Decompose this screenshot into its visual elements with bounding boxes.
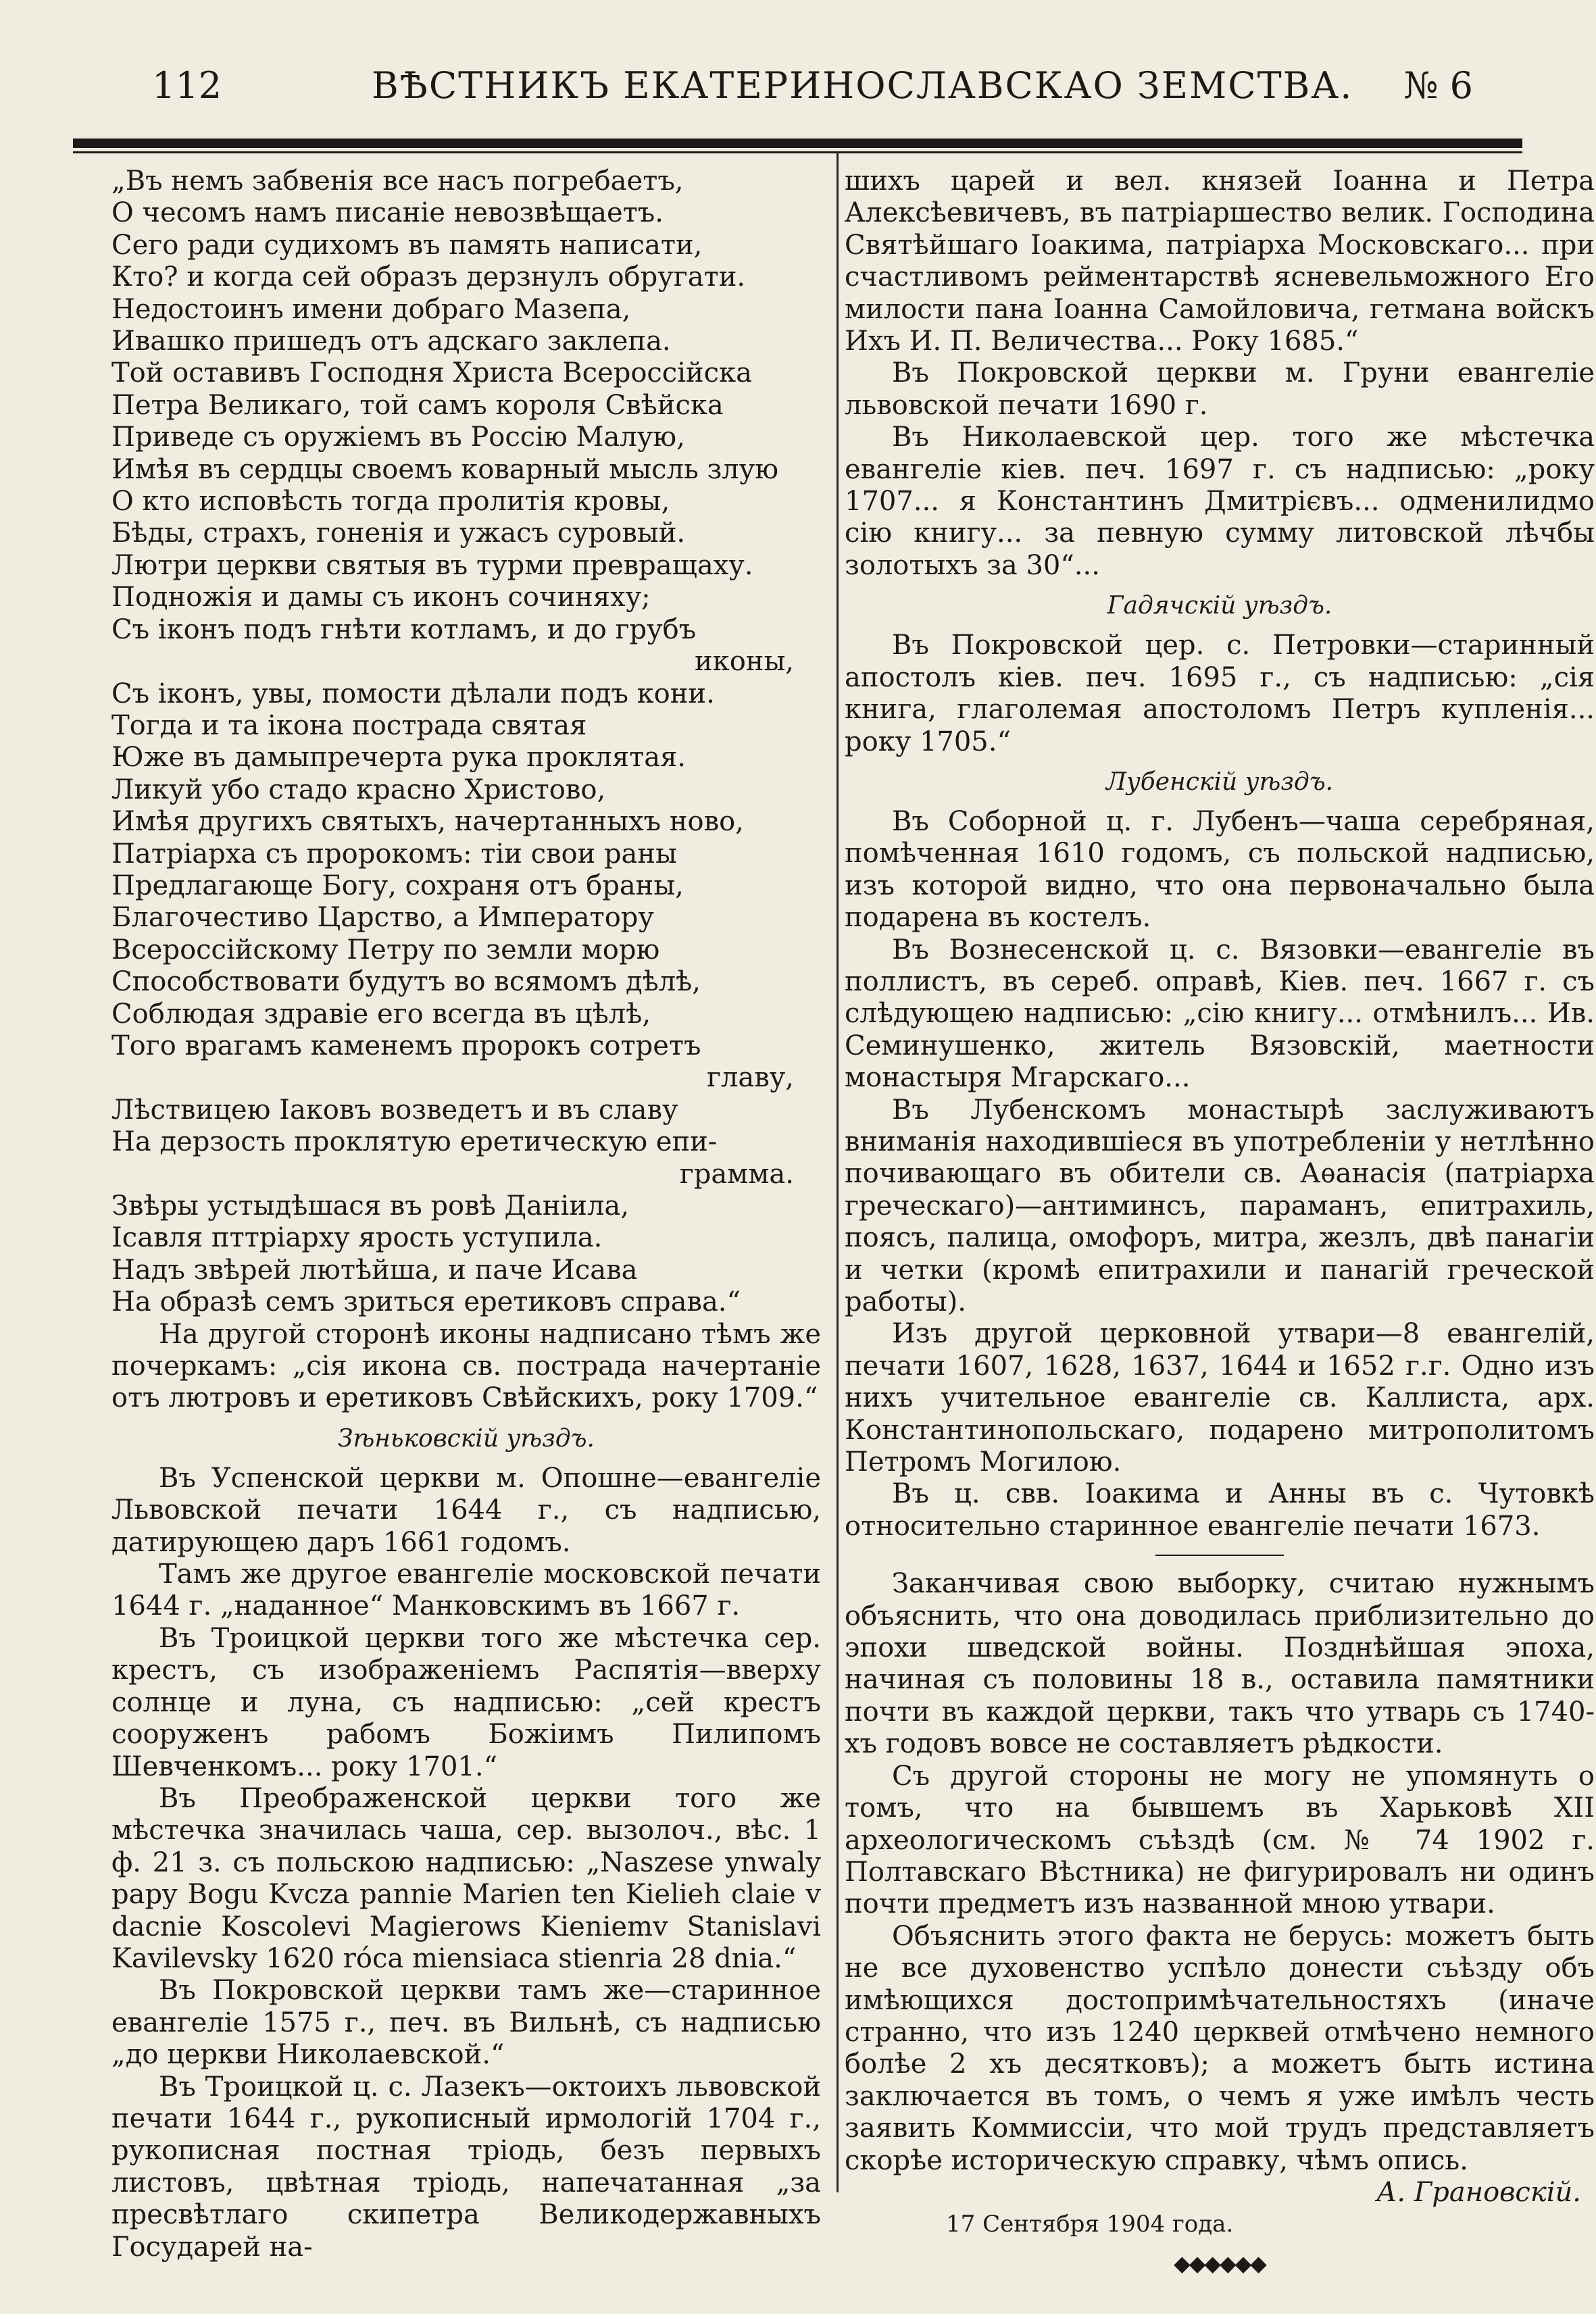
paragraph: Объяснить этого факта не берусь: можетъ быть не все духовенство успѣло донести съѣзду объ имѣющихся достопримѣчательностяхъ (иначе странно, что изъ 1240 церквей отмѣчено немного болѣе 2 хъ десятковъ); а можетъ быть истина заключается въ томъ, о чемъ я уже имѣлъ честь заявить Коммиссіи, что мой трудъ представляетъ скорѣе историческую справку, чѣмъ опись. — [845, 1920, 1595, 2176]
paragraph: Въ Покровской цер. с. Петровки—старинный апостолъ кіев. печ. 1695 г., съ надписью: „сія книга, глаголемая апостоломъ Петръ купленія... року 1705.“ — [845, 630, 1595, 757]
paragraph: Изъ другой церковной утвари—8 евангелій, печати 1607, 1628, 1637, 1644 и 1652 г.г. Одно изъ нихъ учительное евангеліе св. Каллиста, арх. Константинопольскаго, подарено митрополитомъ Петромъ Могилою. — [845, 1318, 1595, 1478]
verse-line: Юже въ дамыпречерта рука проклятая. — [111, 742, 686, 774]
paragraph: Заканчивая свою выборку, считаю нужнымъ объяснить, что она доводилась приблизительно до эпохи шведской войны. Позднѣйшая эпоха, начиная съ половины 18 в., оставила памятники почти въ каждой церкви, такъ что утварь съ 1740-хъ годовъ вовсе не составляетъ рѣдкости. — [845, 1568, 1595, 1760]
verse-line: О чесомъ намъ писаніе невозвѣщаетъ. — [111, 197, 664, 229]
right-column — [845, 166, 1595, 2280]
paragraph: Въ Покровской церкви м. Груни евангеліе львовской печати 1690 г. — [845, 357, 1595, 421]
verse-line: Соблюдая здравіе его всегда въ цѣлѣ, — [111, 998, 651, 1030]
verse-line: Лѣствицею Іаковъ возведетъ и въ славу — [111, 1094, 678, 1126]
poem — [111, 166, 821, 1319]
paragraph: Въ Соборной ц. г. Лубенъ—чаша серебряная, помѣченная 1610 годомъ, съ польской надписью, изъ которой видно, что она первоначально была подарена въ костелъ. — [845, 805, 1595, 934]
author-signature: А. Грановскій. — [1376, 2176, 1581, 2208]
paragraph: Въ Успенской церкви м. Опошне—евангеліе Львовской печати 1644 г., съ надписью, датирующею даръ 1661 годомъ. — [111, 1462, 821, 1558]
paragraph: На другой сторонѣ иконы надписано тѣмъ же почеркамъ: „сія икона св. пострада начертаніе отъ лютровъ и еретиковъ Свѣйскихъ, року 1709.“ — [111, 1318, 821, 1414]
column-divider — [837, 152, 839, 2192]
section-divider — [1155, 1555, 1284, 1556]
verse-line: На образѣ семъ зриться еретиковъ справа.“ — [111, 1286, 741, 1318]
verse-line: Благочестиво Царство, а Императору — [111, 902, 654, 934]
verse-line: Ликуй убо стадо красно Христово, — [111, 774, 606, 805]
paragraph: Тамъ же другое евангеліе московской печати 1644 г. „наданное“ Манковскимъ въ 1667 г. — [111, 1559, 821, 1622]
verse-line: Приведе съ оружіемъ въ Россію Малую, — [111, 422, 685, 453]
verse-line: Ивашко пришедъ отъ адскаго заклепа. — [111, 326, 671, 357]
verse-line: Съ іконъ подъ гнѣти котламъ, и до грубъ — [111, 613, 697, 645]
verse-line: Ісавля пттріарху ярость уступила. — [111, 1222, 603, 1254]
paragraph: шихъ царей и вел. князей Іоанна и Петра Алексѣевичевъ, въ патріаршество велик. Господина Святѣйшаго Іоакима, патріарха Московскаго... при счастливомъ рейментарствѣ ясневельможного Его милости пана Іоанна Самойловича, гетмана войскъ Ихъ И. П. Величества... Року 1685.“ — [845, 166, 1595, 357]
verse-line: Тогда и та ікона пострада святая — [111, 709, 587, 741]
paragraph: Въ Лубенскомъ монастырѣ заслуживаютъ вниманія находившіеся въ употребленіи у нетлѣнно почивающаго въ обители св. Аѳанасія (патріарха греческаго)—антиминсъ, параманъ, епитрахиль, поясъ, палица, омофоръ, митра, жезлъ, двѣ панагіи и четки (кромѣ епитрахили и панагій греческой работы). — [845, 1094, 1595, 1317]
page-header — [74, 51, 1520, 125]
paragraph: Въ Вознесенской ц. с. Вязовки—евангеліе въ поллистъ, въ сереб. оправѣ, Кіев. печ. 1667 г. съ слѣдующею надписью: „сію книгу... отмѣнилъ... Ив. Семинушенко, житель Вязовскій, маетности монастыря Мгарскаго... — [845, 934, 1595, 1094]
date-line: 17 Сентября 1904 года. — [946, 2211, 1234, 2238]
journal-title: ВѢСТНИКЪ ЕКАТЕРИНОСЛАВСКАО ЗЕМСТВА. — [372, 64, 1353, 107]
verse-line-continuation: главу, — [707, 1062, 794, 1094]
ornament: ◆◆◆◆◆◆ — [1174, 2250, 1266, 2276]
issue-number: № 6 — [1403, 64, 1473, 107]
verse-line: Съ іконъ, увы, помости дѣлали подъ кони. — [111, 678, 715, 709]
verse-line: Подножія и дамы съ иконъ сочиняху; — [111, 582, 651, 613]
left-column — [111, 166, 821, 2263]
header-rule — [73, 139, 1522, 148]
verse-line: Той оставивъ Господня Христа Всероссійска — [111, 357, 752, 389]
verse-line: Патріарха съ пророкомъ: тіи свои раны — [111, 838, 677, 870]
verse-line: Способствовати будутъ во всямомъ дѣлѣ, — [111, 966, 701, 998]
verse-line: О кто исповѣсть тогда пролитія кровы, — [111, 486, 670, 518]
verse-line: Надъ звѣрей лютѣйша, и паче Исава — [111, 1254, 638, 1286]
paragraph: Съ другой стороны не могу не упомянуть о томъ, что на бывшемъ въ Харьковѣ XII археологическомъ съѣздѣ (см. № 74 1902 г. Полтавскаго Вѣстника) не фигурировалъ ни одинъ почти предметъ изъ названной мною утвари. — [845, 1760, 1595, 1920]
paragraph: Въ Покровской церкви тамъ же—старинное евангеліе 1575 г., печ. въ Вильнѣ, съ надписью „до церкви Николаевской.“ — [111, 1975, 821, 2071]
paragraph: Въ Троицкой ц. с. Лазекъ—октоихъ львовской печати 1644 г., рукописный ирмологій 1704 г., рукописная постная тріодь, безъ первыхъ листовъ, цвѣтная тріодь, напечатанная „за пресвѣтлаго скипетра Великодержавныхъ Государей на- — [111, 2071, 821, 2263]
verse-line: Имѣя другихъ святыхъ, начертанныхъ ново, — [111, 806, 744, 838]
verse-line: Звѣры устыдѣшася въ ровѣ Даніила, — [111, 1190, 629, 1222]
page-number: 112 — [152, 64, 222, 107]
paragraph: Въ Троицкой церкви того же мѣстечка сер. крестъ, съ изображеніемъ Распятія—вверху солнце и луна, съ надписью: „сей крестъ сооруженъ рабомъ Божіимъ Пилипомъ Шевченкомъ... року 1701.“ — [111, 1622, 821, 1782]
verse-line: Кто? и когда сей образъ дерзнулъ обругати. — [111, 261, 746, 293]
verse-line: Предлагающе Богу, сохраня отъ браны, — [111, 870, 684, 901]
paragraph: Въ Преображенской церкви того же мѣстечка значилась чаша, сер. вызолоч., вѣс. 1 ф. 21 з. съ польскою надписью: „Naszese ynwaly papy Bogu Kvcza pannie Marien ten Kielieh claie v dacnie Koscolevi Magierows Kieniemv Stanislavi Kavilevsky 1620 róca miensiaca stienria 28 dnia.“ — [111, 1782, 821, 1974]
section-heading: Гадячскій уѣздъ. — [1107, 592, 1332, 620]
verse-line: Бѣды, страхъ, гоненія и ужасъ суровый. — [111, 518, 686, 549]
verse-line: Петра Великаго, той самъ короля Свѣйска — [111, 389, 724, 421]
verse-line: Имѣя въ сердцы своемъ коварный мысль злую — [111, 453, 779, 485]
verse-line: Недостоинъ имени добраго Мазепа, — [111, 293, 631, 325]
section-heading: Лубенскій уѣздъ. — [1105, 768, 1334, 796]
paragraph: Въ ц. свв. Іоакима и Анны въ с. Чутовкѣ относительно старинное евангеліе печати 1673. — [845, 1478, 1595, 1542]
verse-line-continuation: иконы, — [695, 646, 794, 678]
verse-line: „Въ немъ забвенія все насъ погребаетъ, — [111, 166, 684, 197]
verse-line: На дерзость проклятую еретическую епи- — [111, 1126, 718, 1158]
verse-line: Сего ради судихомъ въ память написати, — [111, 229, 703, 261]
section-heading: Зѣньковскій уѣздъ. — [338, 1424, 595, 1453]
verse-line: Того врагамъ каменемъ пророкъ сотретъ — [111, 1030, 701, 1061]
verse-line: Лютри церкви святыя въ турми превращаху. — [111, 549, 753, 581]
verse-line: Всероссійскому Петру по земли морю — [111, 934, 660, 965]
verse-line-continuation: грамма. — [679, 1158, 794, 1190]
paragraph: Въ Николаевской цер. того же мѣстечка евангеліе кіев. печ. 1697 г. съ надписью: „року 1707... я Константинъ Дмитрієвъ... одменилидмо сію книгу... за певную сумму литовской лѣчбы золотыхъ за 30“... — [845, 422, 1595, 581]
header-rule-thin — [73, 151, 1522, 153]
